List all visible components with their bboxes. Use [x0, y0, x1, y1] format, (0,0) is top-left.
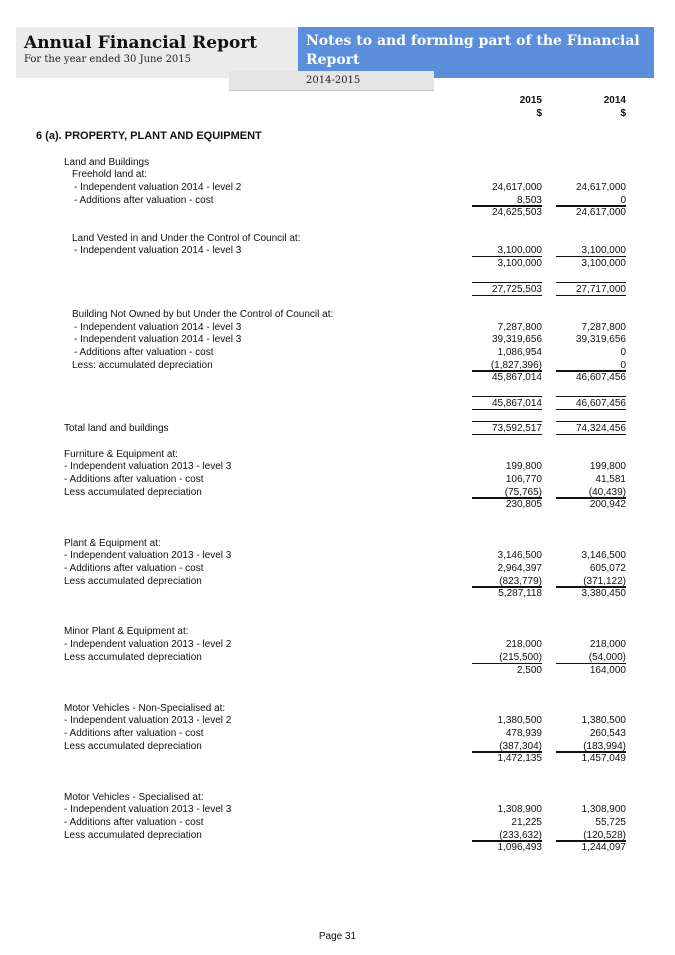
table-row	[0, 168, 675, 181]
value-2015: 218,000	[505, 639, 542, 651]
value-2014: 24,617,000	[556, 205, 626, 218]
value-2014: 39,319,656	[575, 334, 626, 346]
row-label: Minor Plant & Equipment at:	[64, 626, 189, 638]
value-2015: 1,472,135	[472, 751, 542, 764]
row-label: - Independent valuation 2014 - level 3	[74, 321, 242, 333]
row-label: - Independent valuation 2013 - level 3	[64, 804, 232, 816]
row-label: Land Vested in and Under the Control of Council at:	[72, 232, 301, 244]
value-2015: (75,765)	[472, 486, 542, 499]
value-2015: 5,287,118	[472, 586, 542, 599]
value-2015: 1,086,954	[497, 347, 542, 358]
report-subtitle: For the year ended 30 June 2015	[24, 54, 192, 65]
value-2015: 478,939	[505, 728, 542, 739]
table-row	[0, 181, 675, 194]
value-2015: 27,725,503	[472, 282, 542, 296]
column-unit-2014: $	[620, 108, 626, 119]
value-2015: 45,867,014	[472, 370, 542, 383]
column-year-2014: 2014	[603, 95, 626, 106]
row-label: - Independent valuation 2013 - level 2	[64, 715, 232, 727]
row-label: - Independent valuation 2013 - level 3	[64, 550, 232, 562]
table-row	[0, 816, 675, 829]
table-row	[0, 460, 675, 473]
value-2015: 1,380,500	[497, 715, 542, 727]
value-2015: (387,304)	[472, 740, 542, 753]
value-2015: (1,827,396)	[472, 359, 542, 372]
value-2015: 45,867,014	[472, 396, 542, 410]
value-2014: (183,994)	[556, 740, 626, 753]
table-row	[0, 333, 675, 346]
row-label: Land and Buildings	[64, 156, 150, 168]
value-2014: 218,000	[589, 639, 626, 651]
subtotal-row	[0, 498, 675, 511]
table-row	[0, 448, 675, 461]
column-header-2015	[472, 94, 542, 120]
value-2014: 74,324,456	[556, 421, 626, 435]
subtotal-row	[0, 206, 675, 219]
notes-section-title: Notes to and forming part of the Financial Report	[306, 33, 640, 68]
subtotal-row	[0, 283, 675, 296]
value-2014: 1,380,500	[581, 715, 626, 727]
section-heading: 6 (a). PROPERTY, PLANT AND EQUIPMENT	[36, 130, 262, 142]
value-2014: (54,000)	[556, 651, 626, 664]
table-row	[0, 702, 675, 715]
row-label: Total land and buildings	[64, 423, 169, 435]
table-row	[0, 422, 675, 435]
subtotal-row	[0, 752, 675, 765]
row-label: - Independent valuation 2014 - level 3	[74, 245, 242, 257]
value-2014: 55,725	[595, 816, 626, 828]
value-2014: 200,942	[556, 497, 626, 510]
column-header-2014	[556, 94, 626, 120]
row-label: Less accumulated depreciation	[64, 486, 202, 498]
value-2014: 0	[556, 359, 626, 372]
table-row	[0, 473, 675, 486]
value-2015: 24,625,503	[472, 205, 542, 218]
table-row	[0, 803, 675, 816]
table-row	[0, 232, 675, 245]
value-2015: 1,308,900	[497, 804, 542, 816]
table-row	[0, 791, 675, 804]
report-title: Annual Financial Report	[24, 33, 258, 53]
value-2014: 3,380,450	[556, 586, 626, 599]
row-label: Motor Vehicles - Non-Specialised at:	[64, 702, 226, 714]
value-2015: 199,800	[505, 461, 542, 473]
value-2014: 41,581	[595, 474, 626, 485]
value-2014: (120,528)	[556, 829, 626, 842]
value-2014: 0	[620, 347, 626, 358]
row-label: - Additions after valuation - cost	[64, 816, 204, 828]
row-label: Less accumulated depreciation	[64, 740, 202, 752]
value-2014: 46,607,456	[556, 370, 626, 383]
value-2015: 3,100,000	[472, 244, 542, 257]
value-2015: 7,287,800	[497, 321, 542, 333]
table-row	[0, 625, 675, 638]
subtotal-row	[0, 587, 675, 600]
value-2015: (215,500)	[472, 651, 542, 664]
value-2015: 3,100,000	[472, 256, 542, 269]
row-label: - Additions after valuation - cost	[64, 728, 204, 739]
value-2015: (233,632)	[472, 829, 542, 842]
value-2015: 1,096,493	[472, 840, 542, 853]
value-2014: 605,072	[589, 562, 626, 574]
period-tab-label: 2014-2015	[306, 75, 361, 86]
table-row	[0, 321, 675, 334]
row-label: Less accumulated depreciation	[64, 651, 202, 663]
subtotal-row	[0, 841, 675, 854]
column-year-2015: 2015	[519, 95, 542, 106]
row-label: Less: accumulated depreciation	[72, 359, 213, 371]
value-2014: 7,287,800	[581, 321, 626, 333]
subtotal-row	[0, 664, 675, 677]
subtotal-row	[0, 257, 675, 270]
row-label: - Additions after valuation - cost	[64, 562, 204, 574]
table-row	[0, 727, 675, 740]
row-label: Plant & Equipment at:	[64, 537, 161, 549]
value-2015: 3,146,500	[497, 550, 542, 562]
subtotal-row	[0, 397, 675, 410]
value-2015: 230,805	[472, 497, 542, 510]
value-2014: 3,100,000	[556, 256, 626, 269]
value-2015: 21,225	[511, 816, 542, 828]
row-label: - Independent valuation 2014 - level 2	[74, 181, 242, 193]
value-2014: 1,457,049	[556, 751, 626, 764]
value-2014: (371,122)	[556, 575, 626, 588]
value-2014: 24,617,000	[575, 181, 626, 193]
value-2014: 1,308,900	[581, 804, 626, 816]
row-label: - Additions after valuation - cost	[74, 194, 214, 206]
row-label: - Independent valuation 2013 - level 2	[64, 639, 232, 651]
value-2014: 260,543	[589, 728, 626, 739]
table-row	[0, 537, 675, 550]
value-2014: (40,439)	[556, 486, 626, 499]
value-2015: 39,319,656	[491, 334, 542, 346]
row-label: Less accumulated depreciation	[64, 575, 202, 587]
value-2014: 0	[556, 194, 626, 207]
value-2014: 164,000	[556, 663, 626, 676]
column-unit-2015: $	[536, 108, 542, 119]
table-row	[0, 308, 675, 321]
table-row	[0, 638, 675, 651]
table-row	[0, 156, 675, 169]
value-2014: 199,800	[589, 461, 626, 473]
value-2014: 46,607,456	[556, 396, 626, 410]
row-label: - Additions after valuation - cost	[74, 347, 214, 358]
value-2014: 27,717,000	[556, 282, 626, 296]
row-label: Motor Vehicles - Specialised at:	[64, 791, 204, 803]
value-2015: 24,617,000	[491, 181, 542, 193]
table-row	[0, 562, 675, 575]
value-2014: 3,146,500	[581, 550, 626, 562]
page-number: Page 31	[318, 931, 357, 942]
value-2015: 2,964,397	[497, 562, 542, 574]
value-2015: (823,779)	[472, 575, 542, 588]
table-row	[0, 549, 675, 562]
row-label: Furniture & Equipment at:	[64, 448, 178, 460]
value-2015: 73,592,517	[472, 421, 542, 435]
table-row	[0, 714, 675, 727]
row-label: Building Not Owned by but Under the Control of Council at:	[72, 308, 334, 320]
value-2014: 1,244,097	[556, 840, 626, 853]
table-row	[0, 346, 675, 359]
row-label: - Additions after valuation - cost	[64, 474, 204, 485]
row-label: - Independent valuation 2014 - level 3	[74, 334, 242, 346]
row-label: - Independent valuation 2013 - level 3	[64, 461, 232, 473]
row-label: Freehold land at:	[72, 169, 148, 181]
row-label: Less accumulated depreciation	[64, 829, 202, 841]
subtotal-row	[0, 371, 675, 384]
value-2015: 106,770	[505, 474, 542, 485]
value-2014: 3,100,000	[556, 244, 626, 257]
value-2015: 2,500	[472, 663, 542, 676]
value-2015: 8,503	[472, 194, 542, 207]
